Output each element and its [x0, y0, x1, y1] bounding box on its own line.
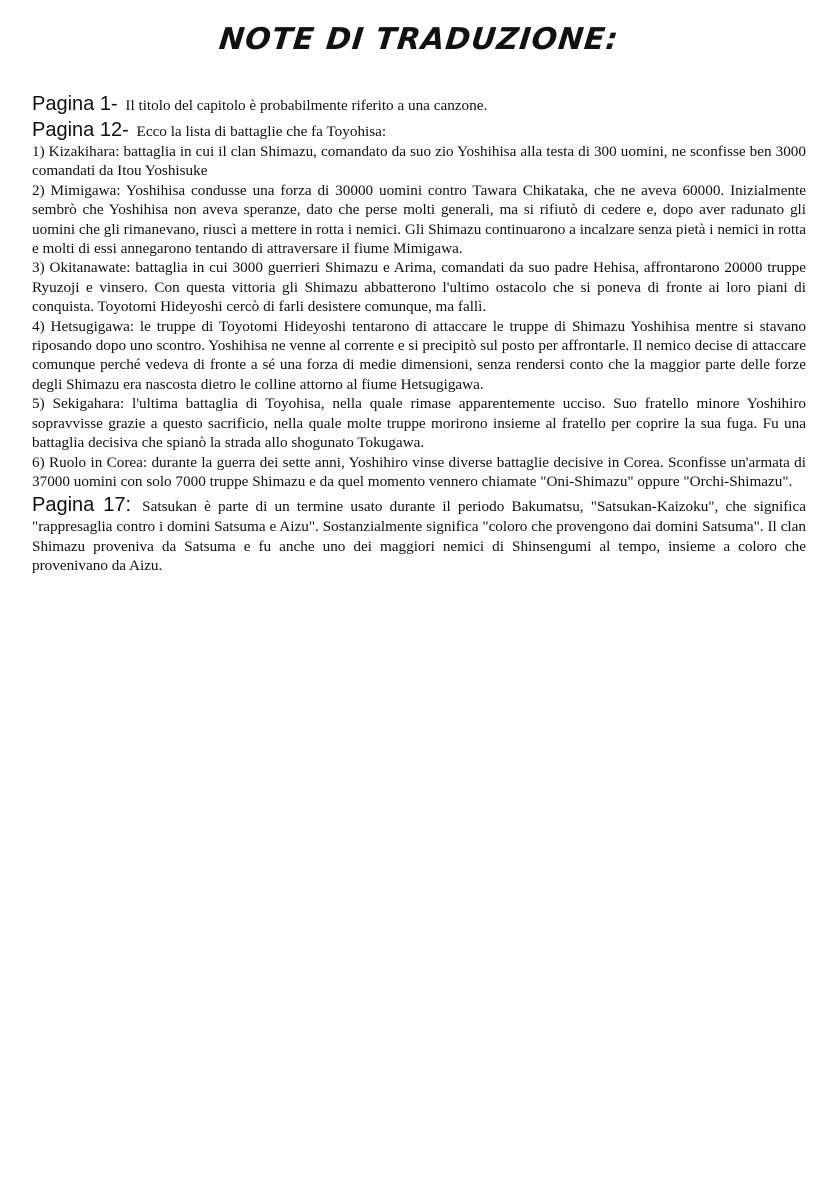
battle-item: 2) Mimigawa: Yoshihisa condusse una forza di 30000 uomini contro Tawara Chikataka, che ne aveva 60000. Inizialmente sembrò che Yoshihisa non aveva speranze, dato che perse molti generali, ma si rifiutò di cedere e, dopo aver radunato gli uomini che gli rimanevano, riuscì a mettere in rotta i nemici. Gli Shimazu continuarono a incalzare senza pietà i nemici in rotta e molti di essi annegarono tentando di attraversare il fiume Mimigawa. — [32, 181, 806, 258]
battle-item: 4) Hetsugigawa: le truppe di Toyotomi Hideyoshi tentarono di attaccare le truppe di Shimazu Yoshihisa mentre si stavano riposando dopo uno scontro. Yoshihisa ne venne al corrente e si precipitò sul posto per affrontarle. Il nemico decise di attaccare comunque perché vedeva di fronte a sé una forza di medie dimensioni, senza rendersi conto che la maggior parte delle forze degli Shimazu era nascosta dietro le colline attorno al fiume Hetsugigawa. — [32, 317, 806, 393]
battle-item: 3) Okitanawate: battaglia in cui 3000 guerrieri Shimazu e Arima, comandati da suo padre Hehisa, affrontarono 20000 truppe Ryuzoji e vinsero. Con questa vittoria gli Shimazu abbatterono l'ultimo ostacolo che si poneva di fronte ai loro piani di conquista. Toyotomi Hideyoshi cercò di farli desistere comunque, ma fallì. — [32, 259, 806, 316]
note-page-12 — [32, 118, 806, 491]
note-intro: Il titolo del capitolo è probabilmente riferito a una canzone. — [125, 97, 488, 114]
notes-content — [32, 92, 806, 578]
battle-item: 6) Ruolo in Corea: durante la guerra dei sette anni, Yoshihiro vinse diverse battaglie decisive in Corea. Sconfisse un'armata di 37000 uomini con solo 7000 truppe Shimazu e da quel momento vennero chiamate "Oni-Shimazu" oppure "Orchi-Shimazu". — [32, 453, 806, 490]
battle-item: 1) Kizakihara: battaglia in cui il clan Shimazu, comandato da suo zio Yoshihisa alla testa di 300 uomini, ne sconfisse ben 3000 comandati da Itou Yoshisuke — [32, 143, 806, 180]
note-heading: Pagina 17: — [32, 494, 131, 517]
note-page-1 — [32, 92, 806, 116]
note-heading: Pagina 1- — [32, 93, 118, 115]
note-intro: Satsukan è parte di un termine usato durante il periodo Bakumatsu, "Satsukan-Kaizoku", che significa "rappresaglia contro i domini Satsuma e Aizu". Sostanzialmente significa "coloro che provengono dai domini Satsuma". Il clan Shimazu proveniva da Satsuma e fu anche uno dei maggiori nemici di Shinsengumi al tempo, insieme a coloro che provenivano da Aizu. — [32, 498, 806, 575]
battle-item: 5) Sekigahara: l'ultima battaglia di Toyohisa, nella quale rimase apparentemente ucciso. Suo fratello minore Yoshihiro sopravvisse grazie a questo sacrificio, nella quale molte truppe morirono insieme al fratello per coprire la sua fuga. Fu una battaglia decisiva che spianò la strada allo shogunato Tokugawa. — [32, 395, 806, 452]
page-title: NOTE DI TRADUZIONE: — [217, 22, 621, 57]
note-intro: Ecco la lista di battaglie che fa Toyohisa: — [136, 123, 387, 140]
note-heading: Pagina 12- — [32, 119, 129, 141]
note-page-17 — [32, 493, 806, 575]
